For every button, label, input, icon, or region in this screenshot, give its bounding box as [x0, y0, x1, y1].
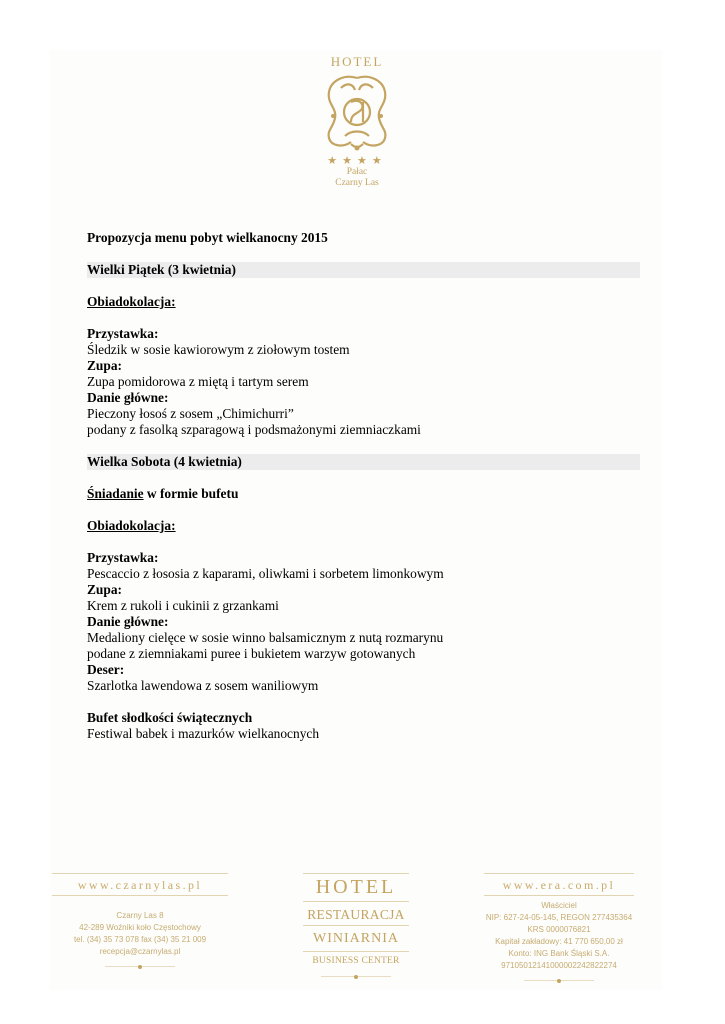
- meal-heading: Obiadokolacja:: [87, 518, 176, 533]
- breakfast-word: Śniadanie: [87, 486, 144, 501]
- document-title: Propozycja menu pobyt wielkanocny 2015: [87, 230, 328, 245]
- footer-owner-line: Konto: ING Bank Śląski S.A.: [508, 949, 610, 958]
- course-dish: podany z fasolką szparagową i podsmażonymi ziemniaczkami: [87, 422, 421, 437]
- course-label: Zupa:: [87, 582, 122, 597]
- footer-owner-line: Właściciel: [541, 901, 577, 910]
- footer-phone-line: tel. (34) 35 73 078 fax (34) 35 21 009: [73, 935, 207, 944]
- footer-owner-line: 97105012141000002242822274: [501, 961, 617, 970]
- course-dish: Śledzik w sosie kawiorowym z ziołowym tostem: [87, 342, 350, 357]
- breakfast-rest: w formie bufetu: [143, 486, 239, 501]
- footer-divider: [524, 980, 594, 981]
- course-label: Zupa:: [87, 358, 122, 373]
- menu-content: [87, 230, 640, 742]
- day-heading-friday: Wielki Piątek (3 kwietnia): [87, 262, 640, 278]
- footer-email-link[interactable]: recepcja@czarnylas.pl: [99, 947, 181, 956]
- logo-subtitle-2: Czarny Las: [335, 178, 379, 188]
- footer-address-block: [52, 873, 228, 967]
- course-label: Przystawka:: [87, 550, 159, 565]
- course-dish: Pescaccio z łososia z kaparami, oliwkami i sorbetem limonkowym: [87, 566, 444, 581]
- footer-business-word: BUSINESS CENTER: [312, 956, 400, 966]
- footer-owner-line: Kapitał zakładowy: 41 770 650,00 zł: [495, 937, 623, 946]
- breakfast-heading: [87, 486, 640, 502]
- course-dish: Medaliony cielęce w sosie winno balsamicznym z nutą rozmarynu: [87, 630, 444, 645]
- course-dish: podane z ziemniakami puree i bukietem warzyw gotowanych: [87, 646, 416, 661]
- footer-winery-word: WINIARNIA: [313, 931, 399, 946]
- course-dish: Zupa pomidorowa z miętą i tartym serem: [87, 374, 309, 389]
- footer-restaurant-word: RESTAURACJA: [307, 907, 405, 922]
- stars-rating: ★★★★: [327, 155, 387, 167]
- buffet-heading: Bufet słodkości świątecznych: [87, 710, 253, 725]
- hotel-logo: [312, 54, 402, 189]
- footer-divider: [105, 966, 175, 967]
- course-label: Przystawka:: [87, 326, 159, 341]
- course-dish: Pieczony łosoś z sosem „Chimichurri”: [87, 406, 294, 421]
- logo-word: HOTEL: [330, 54, 384, 69]
- course-label: Danie główne:: [87, 614, 169, 629]
- footer-owner-line: KRS 0000076821: [527, 925, 591, 934]
- footer-divider: [321, 976, 391, 977]
- footer-website-link[interactable]: www.czarnylas.pl: [77, 878, 203, 892]
- course-dish: Szarlotka lawendowa z sosem waniliowym: [87, 678, 319, 693]
- crest-emblem-icon: [321, 72, 393, 152]
- buffet-dish: Festiwal babek i mazurków wielkanocnych: [87, 726, 320, 741]
- course-label: Deser:: [87, 662, 125, 677]
- footer-address-line: Czarny Las 8: [116, 911, 164, 920]
- course-label: Danie główne:: [87, 390, 169, 405]
- meal-heading: Obiadokolacja:: [87, 294, 176, 309]
- footer-hotel-word: HOTEL: [315, 876, 397, 898]
- day-heading-saturday: Wielka Sobota (4 kwietnia): [87, 454, 640, 470]
- footer-address-line: 42-289 Woźniki koło Częstochowy: [79, 923, 201, 932]
- logo-subtitle-1: Pałac: [346, 167, 368, 177]
- footer-owner-website-link[interactable]: www.era.com.pl: [502, 878, 616, 892]
- footer-owner-line: NIP: 627-24-05-145, REGON 277435364: [485, 913, 633, 922]
- course-dish: Krem z rukoli i cukinii z grzankami: [87, 598, 279, 613]
- footer-owner-block: [484, 873, 634, 981]
- footer-services-block: [303, 873, 409, 977]
